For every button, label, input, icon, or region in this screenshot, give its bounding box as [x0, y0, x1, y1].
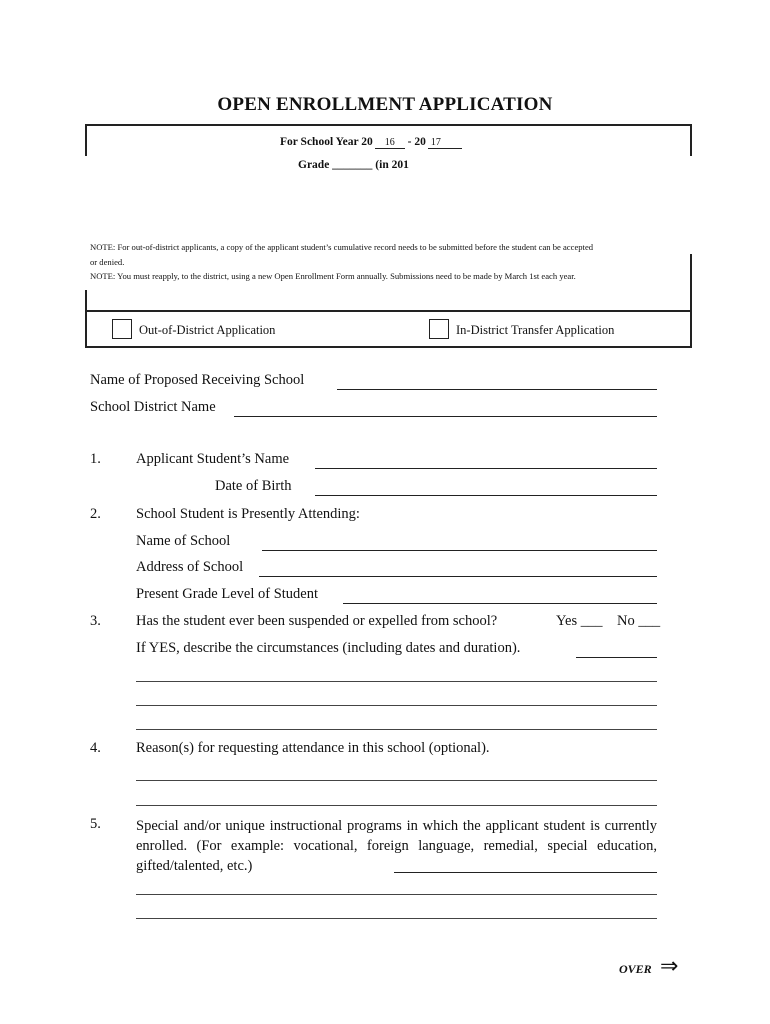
grade-level-input[interactable]: [343, 602, 657, 604]
year-end-field[interactable]: [428, 136, 462, 149]
yes-option[interactable]: Yes ___: [556, 613, 603, 629]
options-box-divider: [85, 310, 692, 312]
dob-input[interactable]: [315, 494, 657, 496]
reasons-input-line2[interactable]: [136, 805, 657, 806]
district-name-label: School District Name: [90, 399, 216, 415]
over-label: OVER: [619, 962, 652, 976]
present-school-label: School Student is Presently Attending:: [136, 506, 360, 522]
school-year-label: For School Year 20: [280, 136, 373, 148]
no-option[interactable]: No ___: [617, 613, 661, 629]
out-of-district-checkbox[interactable]: [112, 319, 132, 339]
reasons-label: Reason(s) for requesting attendance in this school (optional).: [136, 740, 490, 756]
circumstances-input-line3[interactable]: [136, 705, 657, 706]
reasons-input-line1[interactable]: [136, 780, 657, 781]
student-name-input[interactable]: [315, 467, 657, 469]
circumstances-input-line4[interactable]: [136, 729, 657, 730]
header-box-right-border: [690, 124, 692, 156]
circumstances-input-line2[interactable]: [136, 681, 657, 682]
year-end-value: 17: [430, 137, 441, 148]
options-box-left-border: [85, 290, 87, 348]
year-start-field[interactable]: [375, 136, 405, 149]
dob-label: Date of Birth: [215, 478, 292, 494]
page-title: OPEN ENROLLMENT APPLICATION: [217, 94, 553, 115]
in-district-checkbox[interactable]: [429, 319, 449, 339]
out-of-district-label: Out-of-District Application: [139, 323, 276, 337]
district-name-input[interactable]: [234, 415, 657, 417]
item-number-4: 4.: [90, 740, 101, 756]
item-number-5: 5.: [90, 816, 101, 832]
item-number-1: 1.: [90, 451, 101, 467]
header-box-top-border: [85, 124, 692, 126]
note-cumulative-record-line1: NOTE: For out-of-district applicants, a copy of the applicant student’s cumulative record needs to be submitted before the student can be accepted: [90, 242, 594, 252]
item-number-3: 3.: [90, 613, 101, 629]
options-box-right-border: [690, 254, 692, 348]
suspended-question: Has the student ever been suspended or expelled from school?: [136, 613, 498, 629]
receiving-school-label: Name of Proposed Receiving School: [90, 372, 305, 388]
options-box-bottom-border: [85, 346, 692, 348]
receiving-school-input[interactable]: [337, 388, 657, 390]
header-box-left-border: [85, 124, 87, 156]
year-separator: - 20: [407, 136, 426, 148]
special-programs-label: Special and/or unique instructional programs in which the applicant student is currently enrolled. (For example: vocational, foreign language, remedial, special education, gifted/talented, etc.): [136, 818, 657, 874]
special-programs-input-line1[interactable]: [394, 871, 657, 873]
special-programs-input-line2[interactable]: [136, 894, 657, 895]
grade-level-label: Present Grade Level of Student: [136, 586, 319, 602]
school-year-line: [280, 136, 462, 149]
school-address-input[interactable]: [259, 575, 657, 577]
student-name-label: Applicant Student’s Name: [136, 451, 290, 467]
note-cumulative-record-line2: or denied.: [90, 257, 125, 267]
grade-label: Grade _______ (in 201: [298, 159, 409, 171]
if-yes-label: If YES, describe the circumstances (including dates and duration).: [136, 640, 521, 656]
special-programs-input-line3[interactable]: [136, 918, 657, 919]
right-arrow-icon: ⇒: [660, 954, 679, 979]
school-name-label: Name of School: [136, 533, 231, 549]
circumstances-input-line1[interactable]: [576, 656, 657, 658]
note-reapply: NOTE: You must reapply, to the district, using a new Open Enrollment Form annually. Submissions need to be made by March 1st each year.: [90, 271, 576, 281]
in-district-label: In-District Transfer Application: [456, 323, 615, 337]
school-name-input[interactable]: [262, 549, 657, 551]
year-start-value: 16: [384, 137, 395, 148]
school-address-label: Address of School: [136, 559, 244, 575]
item-number-2: 2.: [90, 506, 101, 522]
